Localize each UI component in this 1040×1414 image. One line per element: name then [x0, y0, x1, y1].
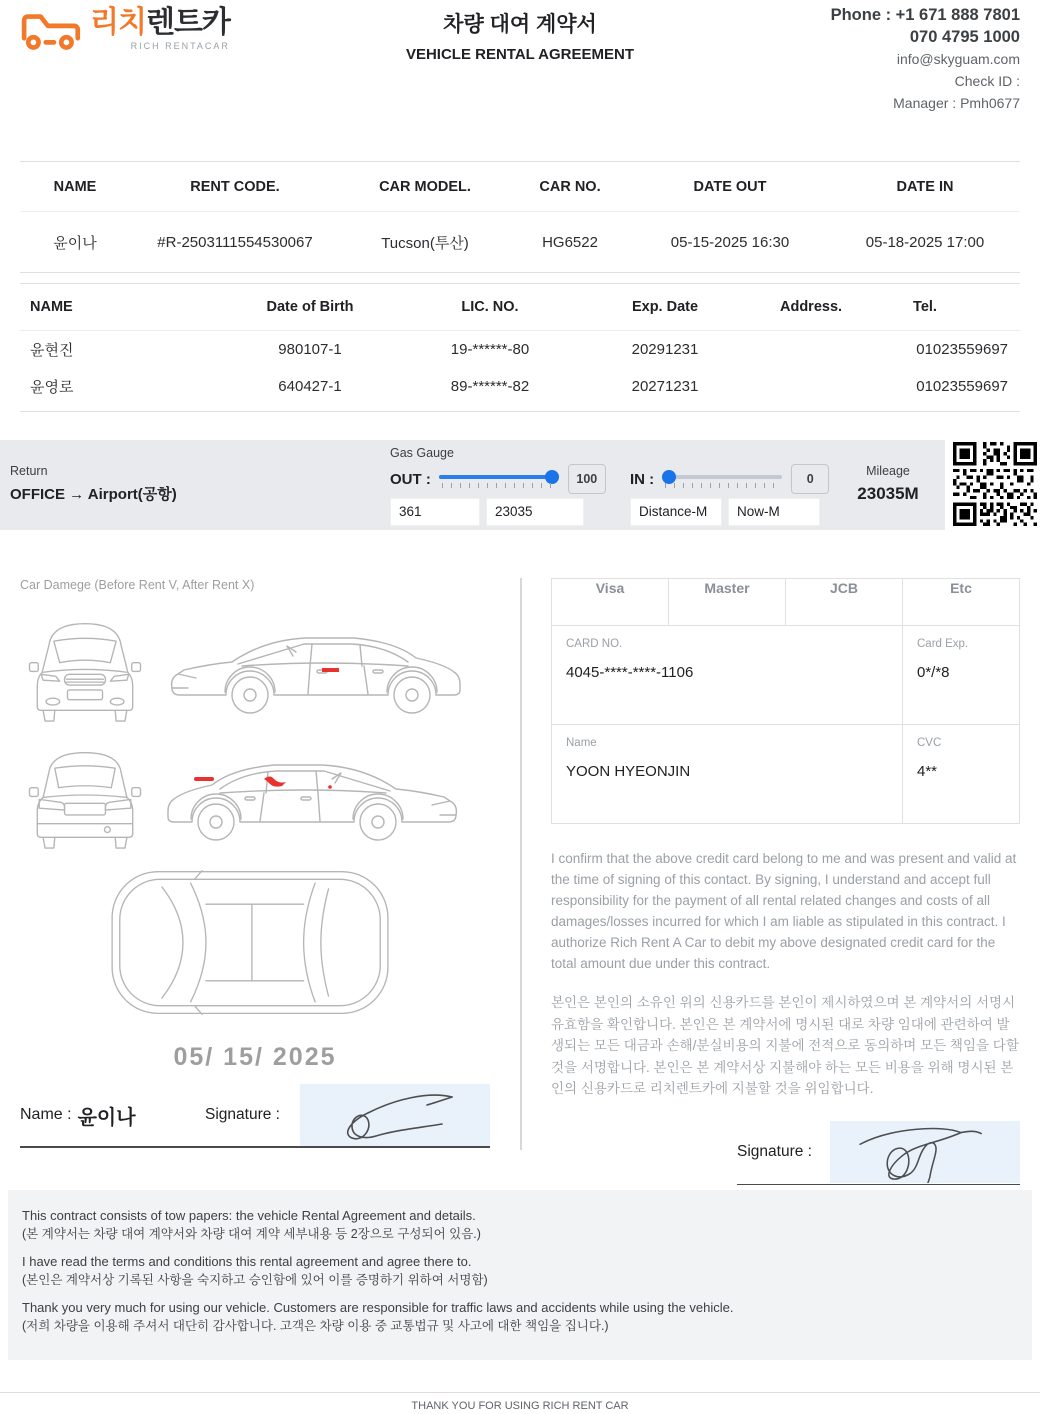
logo-ko-dark: 렌트카 [145, 6, 230, 39]
check-id: Check ID : [954, 73, 1020, 89]
car-number: HG6522 [542, 233, 598, 251]
gas-in-value[interactable]: 0 [791, 464, 829, 494]
car-front-view-diagram [20, 612, 150, 729]
page-header [0, 0, 1040, 140]
cardholder-signature-box[interactable] [830, 1121, 1020, 1183]
signature-label: Signature : [737, 1142, 812, 1160]
email: info@skyguam.com [896, 51, 1020, 67]
driver-tel: 01023559697 [916, 378, 1008, 395]
card-exp-value: 0*/*8 [917, 664, 950, 681]
card-type-row [552, 579, 1020, 626]
note-ko: (본 계약서는 차량 대여 계약서와 차량 대여 계약 세부내용 등 2장으로 구성되어 있음.) [22, 1227, 481, 1241]
return-label: Return [10, 464, 48, 478]
signature-image [830, 1121, 1020, 1183]
table-row [20, 212, 1020, 272]
section-divider [520, 578, 522, 1150]
car-diagram-row-2 [20, 739, 490, 856]
confirmation-text-en: I confirm that the above credit card belong to me and was present and valid at the time of signing of this contact. By signing, I understand and accept full responsibility for the payment of all rental related changes and costs of all damages/losses incurred for which I am liable as stipulated in this contract. I authorize Rich Rent A Car to debit my above designated credit card for the total amount due under this contract. [551, 851, 1017, 971]
gas-out-inputs [390, 498, 584, 526]
col-header: Exp. Date [631, 299, 699, 315]
rental-table-header [20, 162, 1020, 212]
gas-in-row [630, 464, 829, 494]
rental-date: 05/ 15/ 2025 [173, 1043, 337, 1071]
card-exp-label: Card Exp. [917, 638, 969, 650]
renter-name-value: 윤이나 [77, 1106, 136, 1129]
driver-exp: 20291231 [631, 341, 699, 358]
note-ko: (본인은 계약서상 기록된 사항을 숙지하고 승인함에 있어 이를 증명하기 위하여 서명함) [22, 1273, 488, 1287]
contract-notes [8, 1190, 1032, 1360]
card-type-etc: Etc [903, 579, 1020, 626]
col-header: Address. [780, 299, 843, 315]
card-holder-row [552, 725, 1020, 824]
card-number-row [552, 626, 1020, 725]
gas-in-slider-thumb[interactable] [662, 470, 676, 484]
gas-gauge-label: Gas Gauge [390, 446, 454, 460]
phone-primary: Phone : +1 671 888 7801 [830, 6, 1020, 24]
contact-info [831, 4, 1020, 114]
name-label: Name : [20, 1106, 72, 1123]
signature-underline [737, 1184, 1020, 1185]
car-diagram-row-1 [20, 612, 490, 729]
title-korean: 차량 대여 계약서 [443, 13, 597, 36]
table-row [20, 331, 1020, 368]
driver-info-table [20, 283, 1020, 412]
renter-signature-box[interactable] [300, 1084, 490, 1146]
car-damage-section [20, 578, 490, 1148]
note-group [22, 1252, 1018, 1290]
col-header: NAME [53, 178, 97, 195]
date-out: 05-15-2025 16:30 [670, 233, 790, 251]
thank-you-line: THANK YOU FOR USING RICH RENT CAR [411, 1400, 629, 1412]
car-side-left-view-diagram [164, 739, 464, 856]
gas-in-inputs [630, 498, 820, 526]
card-type-master: Master [669, 579, 786, 626]
logo-subtitle: RICH RENTACAR [130, 41, 230, 51]
col-header: Date of Birth [266, 299, 354, 315]
credit-card-table [551, 578, 1020, 824]
col-header: NAME [30, 299, 73, 315]
card-type-visa: Visa [552, 579, 669, 626]
card-type-jcb: JCB [786, 579, 903, 626]
driver-table-header [20, 284, 1020, 331]
signature-label: Signature : [205, 1106, 280, 1123]
note-en: Thank you very much for using our vehicle. Customers are responsible for traffic laws and accidents while using the vehicle. [22, 1300, 734, 1315]
return-route: OFFICE → Airport(공항) [10, 486, 177, 503]
slider-ticks [665, 483, 779, 488]
driver-exp: 20271231 [631, 378, 699, 395]
cvc-value: 4** [917, 763, 938, 780]
rent-code: #R-2503111554530067 [157, 233, 313, 251]
car-rear-view-diagram [20, 739, 150, 856]
card-section [551, 578, 1020, 1185]
title-english: VEHICLE RENTAL AGREEMENT [405, 46, 635, 63]
distance-m-input[interactable]: Distance-M [630, 498, 722, 526]
odometer-input[interactable]: 23035 [486, 498, 584, 526]
manager: Manager : Pmh0677 [893, 95, 1020, 111]
renter-signature-row [20, 1084, 490, 1148]
note-ko: (저희 차량을 이용해 주셔서 대단히 감사합니다. 고객은 차량 이용 중 교통법규 및 사고에 대한 책임을 집니다.) [22, 1319, 609, 1333]
driver-name: 윤현진 [30, 342, 74, 359]
gas-out-value[interactable]: 100 [568, 464, 606, 494]
card-name-value: YOON HYEONJIN [566, 763, 691, 780]
note-group [22, 1298, 1018, 1336]
card-no-value: 4045-****-****-1106 [566, 664, 694, 681]
table-row [20, 368, 1020, 405]
confirmation-text-ko: 본인은 본인의 소유인 위의 신용카드를 본인이 제시하였으며 본 계약서의 서명시 유효함을 확인합니다. 본인은 본 계약서에 명시된 대로 차량 임대에 관련하여 발생되는 모든 대금과 손해/분실비용의 지불에 전적으로 동의하며 모든 책임을 다할 것을 서명합니다. 본인은 본 계약서상 지불해야 하는 모든 비용을 위해 명시된 본인의 신용카드로 리치렌트카에 지불할 것을 위임합니다. [551, 995, 1019, 1096]
logo-ko-orange: 리치 [90, 6, 146, 39]
mileage-value: 23035M [857, 484, 919, 503]
gas-in-label: IN : [630, 470, 655, 488]
now-m-input[interactable]: Now-M [728, 498, 820, 526]
driver-tel: 01023559697 [916, 341, 1008, 358]
driver-license: 19-******-80 [450, 341, 530, 358]
driver-dob: 980107-1 [278, 341, 342, 358]
card-name-label: Name [566, 737, 597, 749]
col-header: CAR NO. [539, 178, 601, 195]
rental-info-table [20, 161, 1020, 273]
distance-input[interactable]: 361 [390, 498, 480, 526]
signature-image [300, 1084, 490, 1146]
driver-name: 윤영로 [30, 379, 74, 396]
gas-in-slider[interactable] [662, 467, 782, 491]
footer-divider [0, 1392, 1040, 1393]
note-en: I have read the terms and conditions this rental agreement and agree there to. [22, 1254, 472, 1269]
qr-code [953, 442, 1037, 526]
gas-out-slider[interactable] [439, 467, 559, 491]
note-group [22, 1206, 1018, 1244]
car-top-view-diagram [105, 864, 490, 1027]
car-side-right-view-diagram [164, 612, 464, 729]
date-in: 05-18-2025 17:00 [865, 233, 985, 251]
col-header: CAR MODEL. [379, 178, 471, 195]
cardholder-signature-row [551, 1121, 1020, 1185]
col-header: Tel. [913, 299, 937, 315]
cvc-label: CVC [917, 737, 942, 749]
gauge-band [0, 440, 945, 530]
return-block [10, 464, 177, 504]
col-header: DATE OUT [693, 178, 767, 195]
driver-dob: 640427-1 [278, 378, 342, 395]
gas-out-row [390, 464, 606, 494]
slider-ticks [442, 483, 556, 488]
gas-out-label: OUT : [390, 470, 431, 488]
col-header: LIC. NO. [461, 299, 519, 315]
note-en: This contract consists of tow papers: the vehicle Rental Agreement and details. [22, 1208, 476, 1223]
mileage-block [838, 464, 938, 504]
card-no-label: CARD NO. [566, 638, 623, 650]
phone-secondary: 070 4795 1000 [909, 28, 1020, 46]
car-model: Tucson(투산) [381, 234, 469, 252]
col-header: RENT CODE. [190, 178, 280, 195]
driver-license: 89-******-82 [450, 378, 530, 395]
col-header: DATE IN [896, 178, 954, 195]
mileage-label: Mileage [866, 464, 910, 478]
gas-out-slider-thumb[interactable] [545, 470, 559, 484]
renter-name: 윤이나 [53, 234, 97, 252]
damage-mark [322, 668, 339, 672]
damage-section-label: Car Damege (Before Rent V, After Rent X) [20, 578, 255, 592]
